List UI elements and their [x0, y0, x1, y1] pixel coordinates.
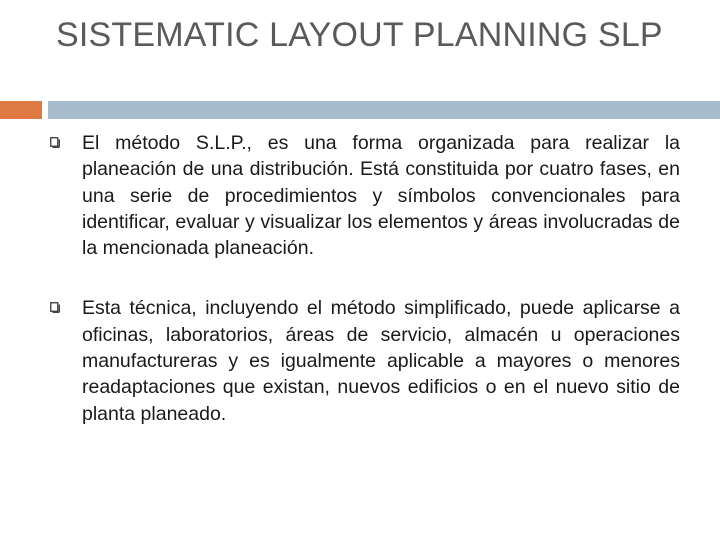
square-bullet-icon [50, 137, 60, 148]
bullet-text: Esta técnica, incluyendo el método simplificado, puede aplicarse a oficinas, laboratorios, áreas de servicio, almacén u operaciones manufactureras y es igualmente aplicable a mayores o menores readaptaciones que existan, nuevos edificios o en el nuevo sitio de planta planeado. [82, 297, 680, 425]
slide-title: SISTEMATIC LAYOUT PLANNING SLP [56, 16, 663, 54]
bullet-text: El método S.L.P., es una forma organizada para realizar la planeación de una distribución. Está constituida por cuatro fases, en una serie de procedimientos y símbolos convencionales para identificar, evaluar y visualizar los elementos y áreas involucradas de la mencionada planeación. [82, 132, 680, 260]
square-bullet-icon [50, 302, 60, 313]
accent-bar-blue [48, 101, 720, 119]
bullet-item [50, 295, 680, 426]
bullet-item [50, 130, 680, 261]
accent-bar-orange [0, 101, 42, 119]
slide-content [50, 130, 680, 461]
